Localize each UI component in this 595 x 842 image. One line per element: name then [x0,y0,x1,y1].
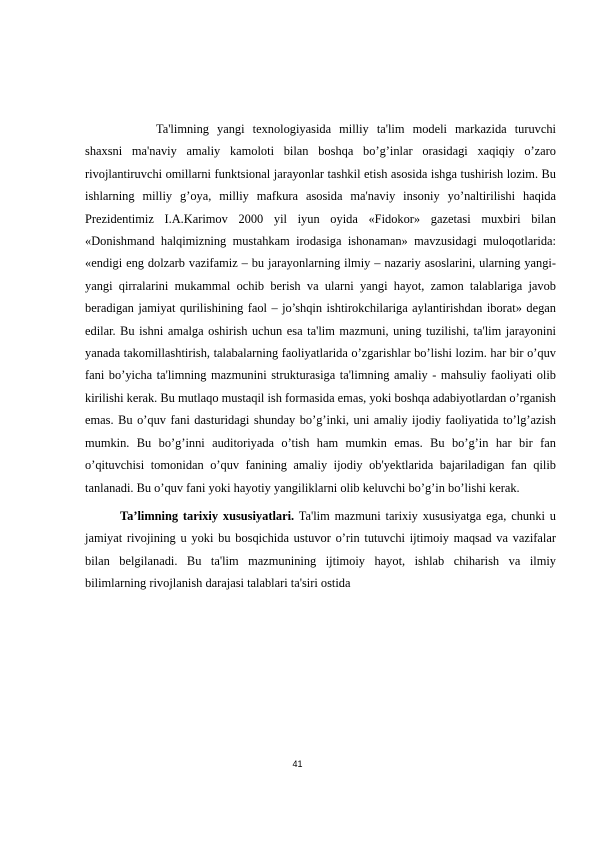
section-heading-inline: Ta’limning tarixiy xususiyatlari. [120,508,295,523]
body-paragraph-1: Ta'limning yangi texnologiyasida milliy ta'lim modeli markazida turuvchi shaxsni ma'naviy amaliy kamoloti bilan boshqa bo’g’inlar orasidagi xaqiqiy o’zaro rivojlantiruvchi omillarni funktsional jarayonlar tashkil etish asosida ishga tushirish lozim. Bu ishlarning milliy g’oya, milliy mafkura asosida ma'naviy insoniy yo’naltirilishi haqida Prezidentimiz I.A.Karimov 2000 yil iyun oyida «Fidokor» gazetasi muxbiri bilan «Donishmand halqimizning mustahkam irodasiga ishonaman» mavzusidagi muloqotlarida: «endigi eng dolzarb vazifamiz – bu jarayonlarning ilmiy – nazariy asoslarini, ularning yangi-yangi qirralarini mukammal ochib berish va ularni yangi hayot, zamon talablariga javob beradigan jamiyat qurilishining faol – jo’shqin ishtirokchilariga aylantirishdan iborat» degan edilar. Bu ishni amalga oshirish uchun esa ta'lim mazmuni, uning tuzilishi, ta'lim jarayonini yanada takomillashtirish, talabalarning faoliyatlarida o’zgarishlar bo’lishi lozim. har bir o’quv fani bo’yicha ta'limning mazmunini strukturasiga ta'limning amaliy - mahsuliy faoliyati olib kirilishi kerak. Bu mutlaqo mustaqil ish formasida emas, yoki boshqa adabiyotlardan o’rganish emas. Bu o’quv fani dasturidagi shunday bo’g’inki, uni amaliy ijodiy faoliyatida to’lg’azish mumkin. Bu bo’g’inni auditoriyada o’tish ham mumkin emas. Bu bo’g’in har bir fan o’qituvchisi tomonidan o’quv fanining amaliy ijodiy ob'yektlarida bajariladigan fan qilib tanlanadi. Bu o’quv fani yoki hayotiy yangiliklarni olib keluvchi bo’g’in bo’lishi kerak. [85,122,556,495]
page-number: 41 [292,759,303,769]
document-page [85,118,556,595]
paragraph-2-text: Ta'lim mazmuni tarixiy xususiyatga ega, chunki u jamiyat rivojining u yoki bu bosqichida ustuvor o’rin tutuvchi ijtimoiy maqsad va vazifalar bilan belgilanadi. Bu ta'lim mazmunining ijtimoiy hayot, ishlab chiharish va ilmiy bilimlarning rivojlanish darajasi talablari ta'siri ostida [85,508,556,591]
body-paragraph-2 [85,505,556,595]
